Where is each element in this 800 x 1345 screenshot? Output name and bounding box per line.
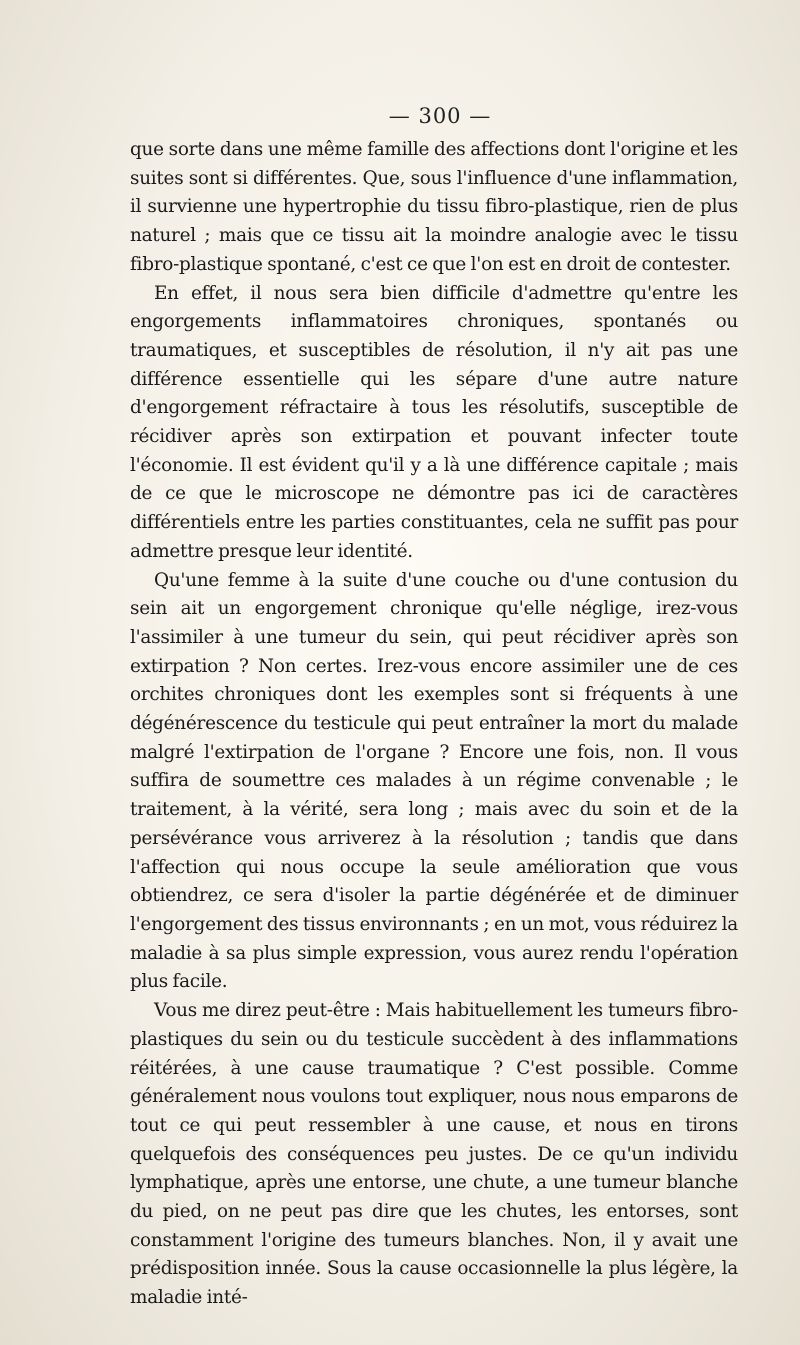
paragraph-2: En effet, il nous sera bien difficile d'admettre qu'entre les engorgements inflammatoires chroniques, spontanés ou traumatiques, et susceptibles de résolution, il n'y ait pas une différence essentielle qui les sépare d'une autre nature d'engorgement réfractaire à tous les résolutifs, susceptible de récidiver après son extirpation et pouvant infecter toute l'économie. Il est évident qu'il y a là une différence capitale ; mais de ce que le microscope ne démontre pas ici de caractères différentiels entre les parties constituantes, cela ne suffit pas pour admettre presque leur identité. [130,282,738,562]
paragraph-4: Vous me direz peut-être : Mais habituellement les tumeurs fibro-plastiques du sein ou du testicule succèdent à des inflammations réitérées, à une cause traumatique ? C'est possible. Comme généralement nous voulons tout expliquer, nous nous emparons de tout ce qui peut ressembler à une cause, et nous en tirons quelquefois des conséquences peu justes. De ce qu'un individu lymphatique, après une entorse, une chute, a une tumeur blanche du pied, on ne peut pas dire que les chutes, les entorses, sont constamment l'origine des tumeurs blanches. Non, il y avait une prédisposition innée. Sous la cause occasionnelle la plus légère, la maladie inté- [130,1000,738,1309]
paragraph-3: Qu'une femme à la suite d'une couche ou d'une contusion du sein ait un engorgement chronique qu'elle néglige, irez-vous l'assimiler à une tumeur du sein, qui peut récidiver après son extirpation ? Non certes. Irez-vous encore assimiler une de ces orchites chroniques dont les exemples sont si fréquents à une dégénérescence du testicule qui peut entraîner la mort du malade malgré l'extirpation de l'organe ? Encore une fois, non. Il vous suffira de soumettre ces malades à un régime convenable ; le traitement, à la vérité, sera long ; mais avec du soin et de la persévérance vous arriverez à la résolution ; tandis que dans l'affection qui nous occupe la seule amélioration que vous obtiendrez, ce sera d'isoler la partie dégénérée et de diminuer l'engorgement des tissus environnants ; en un mot, vous réduirez la maladie à sa plus simple expression, vous aurez rendu l'opération plus facile. [130,569,738,993]
page-number: — 300 — [388,104,492,128]
paragraph-1: que sorte dans une même famille des affections dont l'origine et les suites sont si différentes. Que, sous l'influence d'une inflammation, il survienne une hypertrophie du tissu fibro-plastique, rien de plus naturel ; mais que ce tissu ait la moindre analogie avec le tissu fibro-plastique spontané, c'est ce que l'on est en droit de contester. [130,139,738,275]
body-text [130,136,738,1313]
